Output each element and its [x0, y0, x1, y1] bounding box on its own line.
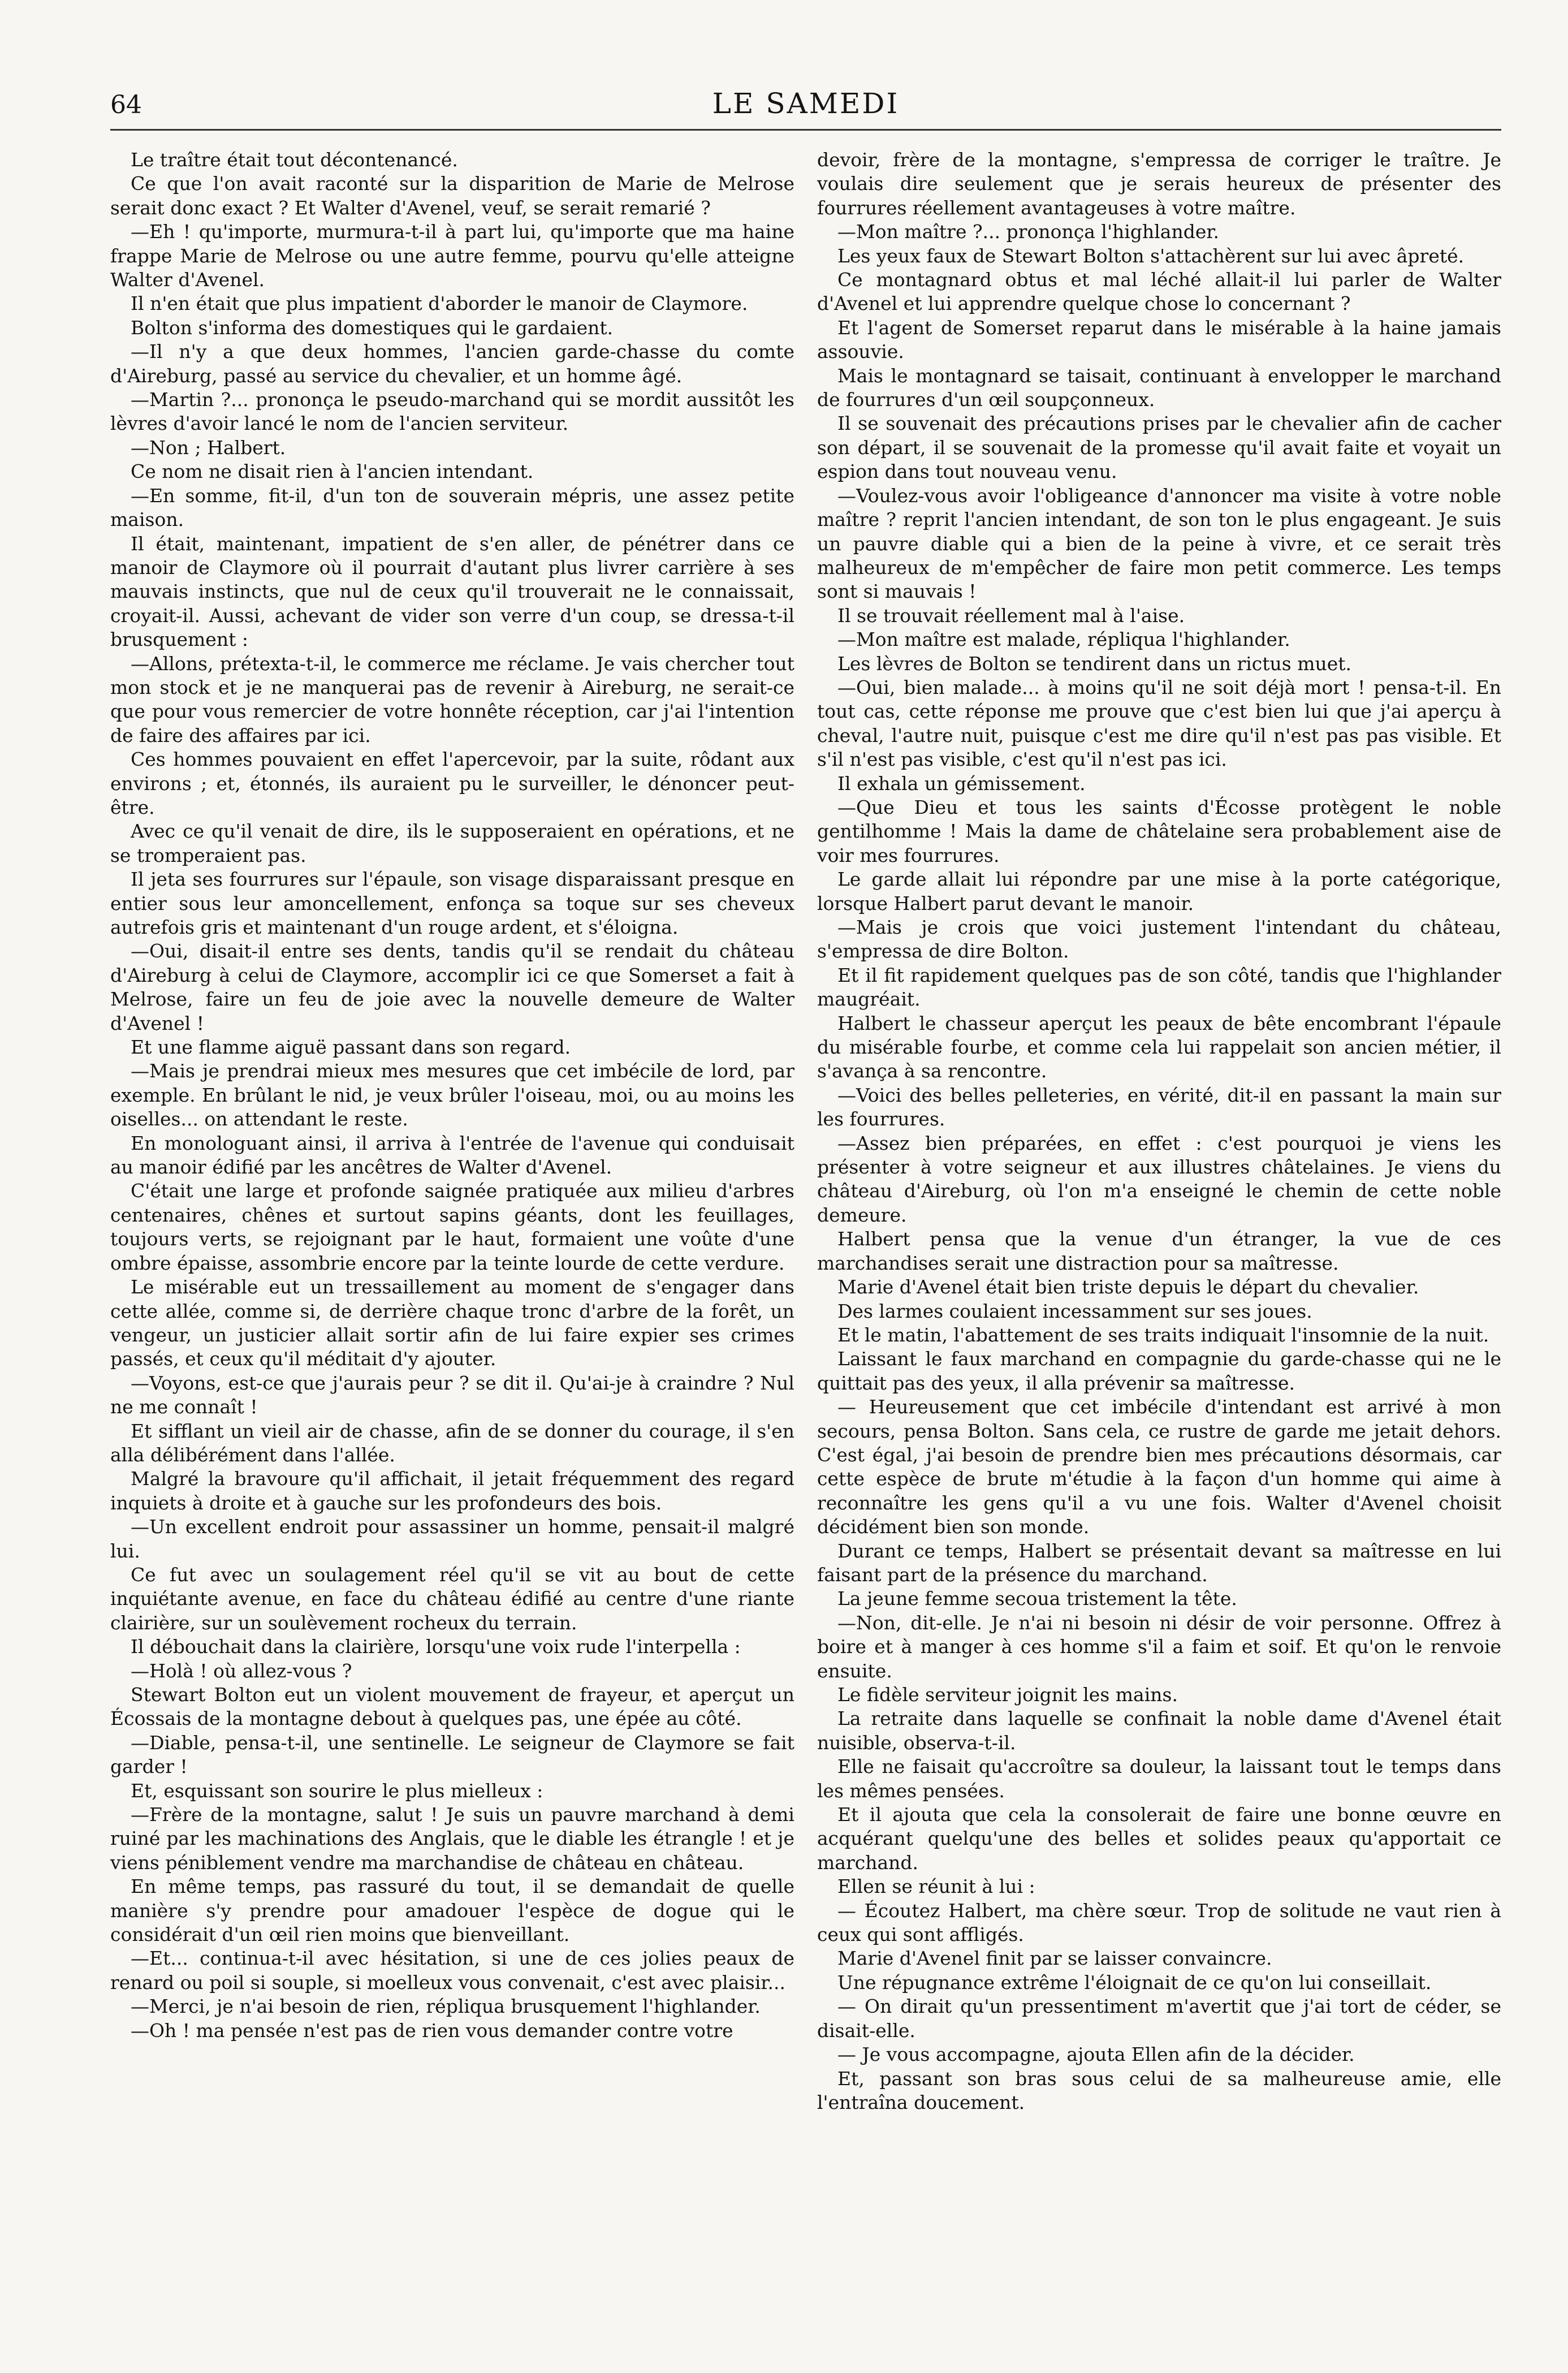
paragraph: Et le matin, l'abattement de ses traits indiquait l'insomnie de la nuit.: [837, 1323, 1489, 1346]
right-column: [817, 148, 1501, 2115]
paragraph: Bolton s'informa des domestiques qui le gardaient.: [131, 316, 614, 339]
paragraph: —Mais je prendrai mieux mes mesures que cet imbécile de lord, par exemple. En brûlant le nid, je veux brûler l'oiseau, moi, ou au moins les oiselles... on attendant le reste.: [110, 1060, 794, 1131]
paragraph: Marie d'Avenel était bien triste depuis le départ du chevalier.: [837, 1276, 1419, 1298]
left-column: [110, 148, 794, 2043]
paragraph: Les yeux faux de Stewart Bolton s'attachèrent sur lui avec âpreté.: [837, 244, 1465, 267]
paragraph: — Je vous accompagne, ajouta Ellen afin de la décider.: [837, 2043, 1355, 2066]
paragraph: devoir, frère de la montagne, s'empressa de corriger le traître. Je voulais dire seulement que je serais heureux de présenter des fourrures réellement avantageuses à votre maître.: [817, 149, 1501, 219]
paragraph: —Diable, pensa-t-il, une sentinelle. Le seigneur de Claymore se fait garder !: [110, 1731, 794, 1778]
paragraph: —Assez bien préparées, en effet : c'est pourquoi je viens les présenter à votre seigneur et aux illustres châtelaines. Je viens du château d'Aireburg, où l'on m'a enseigné le chemin de cette noble demeure.: [817, 1132, 1501, 1226]
paragraph: Le garde allait lui répondre par une mise à la porte catégorique, lorsque Halbert parut devant le manoir.: [817, 868, 1501, 914]
paragraph: —Voulez-vous avoir l'obligeance d'annoncer ma visite à votre noble maître ? reprit l'ancien intendant, de son ton le plus engageant. Je suis un pauvre diable qui a bien de la peine à vivre, et ce serait très malheureux de m'empêcher de faire mon petit commerce. Les temps sont si mauvais !: [817, 484, 1501, 603]
paragraph: Il débouchait dans la clairière, lorsqu'une voix rude l'interpella :: [131, 1636, 741, 1658]
paragraph: Laissant le faux marchand en compagnie du garde-chasse qui ne le quittait pas des yeux, il alla prévenir sa maîtresse.: [817, 1348, 1501, 1394]
paragraph: Il se trouvait réellement mal à l'aise.: [837, 604, 1185, 627]
paragraph: Ce nom ne disait rien à l'ancien intendant.: [131, 460, 534, 483]
paragraph: —Mon maître ?... prononça l'highlander.: [837, 221, 1220, 243]
paragraph: —Allons, prétexta-t-il, le commerce me réclame. Je vais chercher tout mon stock et je ne manquerai pas de revenir à Aireburg, ne serait-ce que pour vous remercier de votre honnête réception, car j'ai l'intention de faire des affaires par ici.: [110, 652, 794, 747]
paragraph: —Non ; Halbert.: [131, 436, 286, 459]
paragraph: — On dirait qu'un pressentiment m'avertit que j'ai tort de céder, se disait-elle.: [817, 1995, 1501, 2042]
paragraph: Et sifflant un vieil air de chasse, afin de se donner du courage, il s'en alla délibérément dans l'allée.: [110, 1420, 794, 1466]
paragraph: Ellen se réunit à lui :: [837, 1875, 1035, 1898]
paragraph: Halbert le chasseur aperçut les peaux de bête encombrant l'épaule du misérable fourbe, et comme cela lui rappelait son ancien métier, il s'avança à sa rencontre.: [817, 1012, 1501, 1082]
paragraph: Ce fut avec un soulagement réel qu'il se vit au bout de cette inquiétante avenue, en face du château édifié au centre d'une riante clairière, sur un soulèvement rocheux du terrain.: [110, 1563, 794, 1634]
paragraph: —Merci, je n'ai besoin de rien, répliqua brusquement l'highlander.: [131, 1995, 761, 2018]
paragraph: Le traître était tout décontenancé.: [131, 149, 458, 171]
paragraph: En monologuant ainsi, il arriva à l'entrée de l'avenue qui conduisait au manoir édifié par les ancêtres de Walter d'Avenel.: [110, 1132, 794, 1179]
paragraph: Ces hommes pouvaient en effet l'apercevoir, par la suite, rôdant aux environs ; et, étonnés, ils auraient pu le surveiller, le dénoncer peut-être.: [110, 748, 794, 818]
paragraph: —Voici des belles pelleteries, en vérité, dit-il en passant la main sur les fourrures.: [817, 1084, 1501, 1131]
paragraph: C'était une large et profonde saignée pratiquée aux milieu d'arbres centenaires, chênes et surtout sapins géants, dont les feuillages, toujours verts, se rejoignant par le haut, formaient une voûte d'une ombre épaisse, assombrie encore par la teinte lourde de cette verdure.: [110, 1180, 794, 1274]
paragraph: Stewart Bolton eut un violent mouvement de frayeur, et aperçut un Écossais de la montagne debout à quelques pas, une épée au côté.: [110, 1684, 794, 1730]
page-number: 64: [110, 90, 142, 119]
paragraph: —Il n'y a que deux hommes, l'ancien garde-chasse du comte d'Aireburg, passé au service du chevalier, et un homme âgé.: [110, 340, 794, 387]
paragraph: Ce montagnard obtus et mal léché allait-il lui parler de Walter d'Avenel et lui apprendre quelque chose lo concernant ?: [817, 269, 1501, 315]
paragraph: —Voyons, est-ce que j'aurais peur ? se dit il. Qu'ai-je à craindre ? Nul ne me connaît !: [110, 1371, 794, 1418]
paragraph: Le fidèle serviteur joignit les mains.: [837, 1684, 1178, 1706]
paragraph: — Écoutez Halbert, ma chère sœur. Trop de solitude ne vaut rien à ceux qui sont affligés.: [817, 1899, 1501, 1946]
paragraph: — Heureusement que cet imbécile d'intendant est arrivé à mon secours, pensa Bolton. Sans cela, ce rustre de garde me jetait dehors. C'est égal, j'ai besoin de prendre bien mes précautions désormais, car cette espèce de brute m'étudie à la façon d'un homme qui aime à reconnaître les gens qu'il a vu une fois. Walter d'Avenel choisit décidément bien son monde.: [817, 1396, 1501, 1538]
paragraph: Marie d'Avenel finit par se laisser convaincre.: [837, 1947, 1272, 1970]
paragraph: —Oh ! ma pensée n'est pas de rien vous demander contre votre: [131, 2019, 733, 2042]
paragraph: Une répugnance extrême l'éloignait de ce qu'on lui conseillait.: [837, 1971, 1432, 1994]
paragraph: Il exhala un gémissement.: [837, 772, 1086, 795]
paragraph: Et, passant son bras sous celui de sa malheureuse amie, elle l'entraîna doucement.: [817, 2067, 1501, 2113]
paragraph: —Oui, bien malade... à moins qu'il ne soit déjà mort ! pensa-t-il. En tout cas, cette réponse me prouve que c'est bien lui que j'ai aperçu à cheval, l'autre nuit, puisque c'est me dire qu'il n'est pas pas visible. Et s'il n'est pas visible, c'est qu'il n'est pas ici.: [817, 676, 1501, 771]
paragraph: Il jeta ses fourrures sur l'épaule, son visage disparaissant presque en entier sous leur amoncellement, enfonça sa toque sur ses cheveux autrefois gris et maintenant d'un rouge ardent, et s'éloigna.: [110, 868, 794, 938]
paragraph: —Holà ! où allez-vous ?: [131, 1659, 352, 1682]
paragraph: —Martin ?... prononça le pseudo-marchand qui se mordit aussitôt les lèvres d'avoir lancé le nom de l'ancien serviteur.: [110, 389, 794, 435]
paragraph: —Frère de la montagne, salut ! Je suis un pauvre marchand à demi ruiné par les machinations des Anglais, que le diable les étrangle ! et je viens péniblement vendre ma marchandise de château en château.: [110, 1804, 794, 1874]
paragraph: Il se souvenait des précautions prises par le chevalier afin de cacher son départ, il se souvenait de la promesse qu'il avait faite et voyait un espion dans tout nouveau venu.: [817, 412, 1501, 483]
paragraph: Malgré la bravoure qu'il affichait, il jetait fréquemment des regard inquiets à droite et à gauche sur les profondeurs des bois.: [110, 1468, 794, 1514]
paragraph: Il n'en était que plus impatient d'aborder le manoir de Claymore.: [131, 292, 748, 315]
paragraph: Et l'agent de Somerset reparut dans le misérable à la haine jamais assouvie.: [817, 316, 1501, 363]
page-header: [110, 85, 1501, 136]
paragraph: —Eh ! qu'importe, murmura-t-il à part lui, qu'importe que ma haine frappe Marie de Melrose ou une autre femme, pourvu qu'elle atteigne Walter d'Avenel.: [110, 221, 794, 291]
paragraph: —Mon maître est malade, répliqua l'highlander.: [837, 628, 1290, 651]
paragraph: Mais le montagnard se taisait, continuant à envelopper le marchand de fourrures d'un œil soupçonneux.: [817, 364, 1501, 411]
paragraph: —Non, dit-elle. Je n'ai ni besoin ni désir de voir personne. Offrez à boire et à manger à ces homme s'il a faim et soif. Et qu'on le renvoie ensuite.: [817, 1611, 1501, 1682]
running-title: LE SAMEDI: [712, 87, 900, 120]
paragraph: —Et... continua-t-il avec hésitation, si une de ces jolies peaux de renard ou poil si souple, si moelleux vous convenait, c'est avec plaisir...: [110, 1947, 794, 1994]
header-rule: [110, 129, 1501, 131]
paragraph: La jeune femme secoua tristement la tête.: [837, 1587, 1237, 1610]
paragraph: —Un excellent endroit pour assassiner un homme, pensait-il malgré lui.: [110, 1516, 794, 1562]
paragraph: Elle ne faisait qu'accroître sa douleur, la laissant tout le temps dans les mêmes pensées.: [817, 1755, 1501, 1802]
paragraph: Il était, maintenant, impatient de s'en aller, de pénétrer dans ce manoir de Claymore où il pourrait d'autant plus livrer carrière à ses mauvais instincts, que nul de ceux qu'il trouverait ne le connaissait, croyait-il. Aussi, achevant de vider son verre d'un coup, se dressa-t-il brusquement :: [110, 532, 794, 651]
paragraph: —Oui, disait-il entre ses dents, tandis qu'il se rendait du château d'Aireburg à celui de Claymore, accomplir ici ce que Somerset a fait à Melrose, faire un feu de joie avec la nouvelle demeure de Walter d'Avenel !: [110, 940, 794, 1034]
paragraph: La retraite dans laquelle se confinait la noble dame d'Avenel était nuisible, observa-t-il.: [817, 1707, 1501, 1754]
paragraph: Durant ce temps, Halbert se présentait devant sa maîtresse en lui faisant part de la présence du marchand.: [817, 1539, 1501, 1586]
paragraph: En même temps, pas rassuré du tout, il se demandait de quelle manière s'y prendre pour amadouer l'espèce de dogue qui le considérait d'un œil rien moins que bienveillant.: [110, 1875, 794, 1946]
paragraph: Ce que l'on avait raconté sur la disparition de Marie de Melrose serait donc exact ? Et Walter d'Avenel, veuf, se serait remarié ?: [110, 172, 794, 219]
paragraph: —Que Dieu et tous les saints d'Écosse protègent le noble gentilhomme ! Mais la dame de châtelaine sera probablement aise de voir mes fourrures.: [817, 796, 1501, 866]
paragraph: Et il fit rapidement quelques pas de son côté, tandis que l'highlander maugréait.: [817, 964, 1501, 1011]
paragraph: Avec ce qu'il venait de dire, ils le supposeraient en opérations, et ne se tromperaient pas.: [110, 820, 794, 866]
paragraph: Et une flamme aiguë passant dans son regard.: [131, 1036, 571, 1059]
paragraph: Le misérable eut un tressaillement au moment de s'engager dans cette allée, comme si, de derrière chaque tronc d'arbre de la forêt, un vengeur, un justicier allait sortir afin de lui faire expier ses crimes passés, et ceux qu'il méditait d'y ajouter.: [110, 1276, 794, 1370]
paragraph: —Mais je crois que voici justement l'intendant du château, s'empressa de dire Bolton.: [817, 916, 1501, 963]
paragraph: —En somme, fit-il, d'un ton de souverain mépris, une assez petite maison.: [110, 484, 794, 531]
paragraph: Les lèvres de Bolton se tendirent dans un rictus muet.: [837, 652, 1352, 675]
paragraph: Halbert pensa que la venue d'un étranger, la vue de ces marchandises serait une distraction pour sa maîtresse.: [817, 1228, 1501, 1274]
paragraph: Et, esquissant son sourire le plus mielleux :: [131, 1779, 543, 1802]
paragraph: Des larmes coulaient incessamment sur ses joues.: [837, 1300, 1312, 1322]
paragraph: Et il ajouta que cela la consolerait de faire une bonne œuvre en acquérant quelqu'une des belles et solides peaux qu'apportait ce marchand.: [817, 1804, 1501, 1874]
